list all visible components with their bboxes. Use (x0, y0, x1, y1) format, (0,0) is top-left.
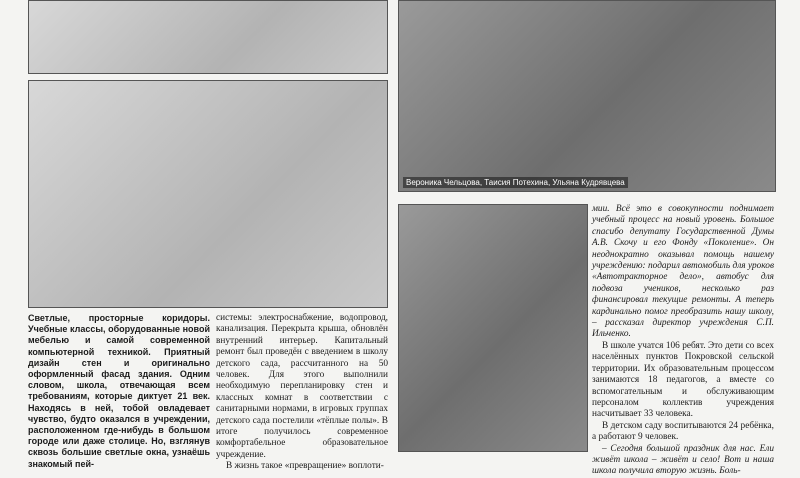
text-column-right (592, 204, 774, 477)
text-column-left (28, 313, 210, 469)
paragraph: В детском саду воспитываются 24 ребёнка, а работают 9 человек. (592, 420, 774, 443)
paragraph: системы: электроснабжение, водопровод, канализация. Перекрыта крыша, обновлён внутренний интерьер. Капитальный ремонт был проведён с введением в школу детского сада, рассчитанного на 50 человек. Для этого выполнили необходимую перепланировку стен и классных комнат в соответствии с санитарными нормами, в игровых группах детского сада постелили «тёплые полы». В итоге получилось современное комфортабельное образовательное учреждение. (216, 313, 388, 460)
photo-caption: Вероника Чельцова, Таисия Потехина, Ульяна Кудрявцева (403, 177, 628, 188)
photo-girls-drawing (398, 0, 776, 192)
paragraph-quote: мии. Всё это в совокупности поднимает учебный процесс на новый уровень. Большое спасибо депутату Государственной Думы А.В. Скочу и его Фонду «Поколение». Он неоднократно оказывал помощь нашему учреждению: подарил автомобиль для уроков «Автотракторное дело», автобус для подвоза учеников, несколько раз финансировал текущие ремонты. А теперь кардинально помог преобразить нашу школу, – рассказал директор учреждения С.П. Ильченко. (592, 204, 774, 340)
paragraph-quote: – Сегодня большой праздник для нас. Ели живёт школа – живёт и село! Вот и наша школа получила вторую жизнь. Боль- (592, 443, 774, 477)
text-column-middle (216, 313, 388, 472)
paragraph: В школе учатся 106 ребят. Это дети со всех населённых пунктов Покровской сельской территории. Их образовательным процессом занимаются 18 педагогов, а вместе со вспомогательным и обслуживающим персоналом коллектив учреждения насчитывает 33 человека. (592, 340, 774, 420)
paragraph: В жизнь такое «превращение» воплоти- (226, 461, 384, 472)
paragraph: Светлые, просторные коридоры. Учебные классы, оборудованные новой мебелью и самой современной компьютерной техникой. Приятный дизайн стен и оригинально оформленный фасад здания. Одним словом, школа, отвечающая всем требованиям, которые диктует 21 век. Находясь в ней, тобой овладевает чувство, будто оказался в учреждении, расположенном где-нибудь в большом городе или даже столице. Но, взглянув сквозь большие светлые окна, узнаёшь знакомый пей- (28, 313, 210, 469)
photo-school-entrance (28, 0, 388, 74)
photo-corridor-visit (28, 80, 388, 308)
photo-girl-with-bow (398, 204, 588, 452)
